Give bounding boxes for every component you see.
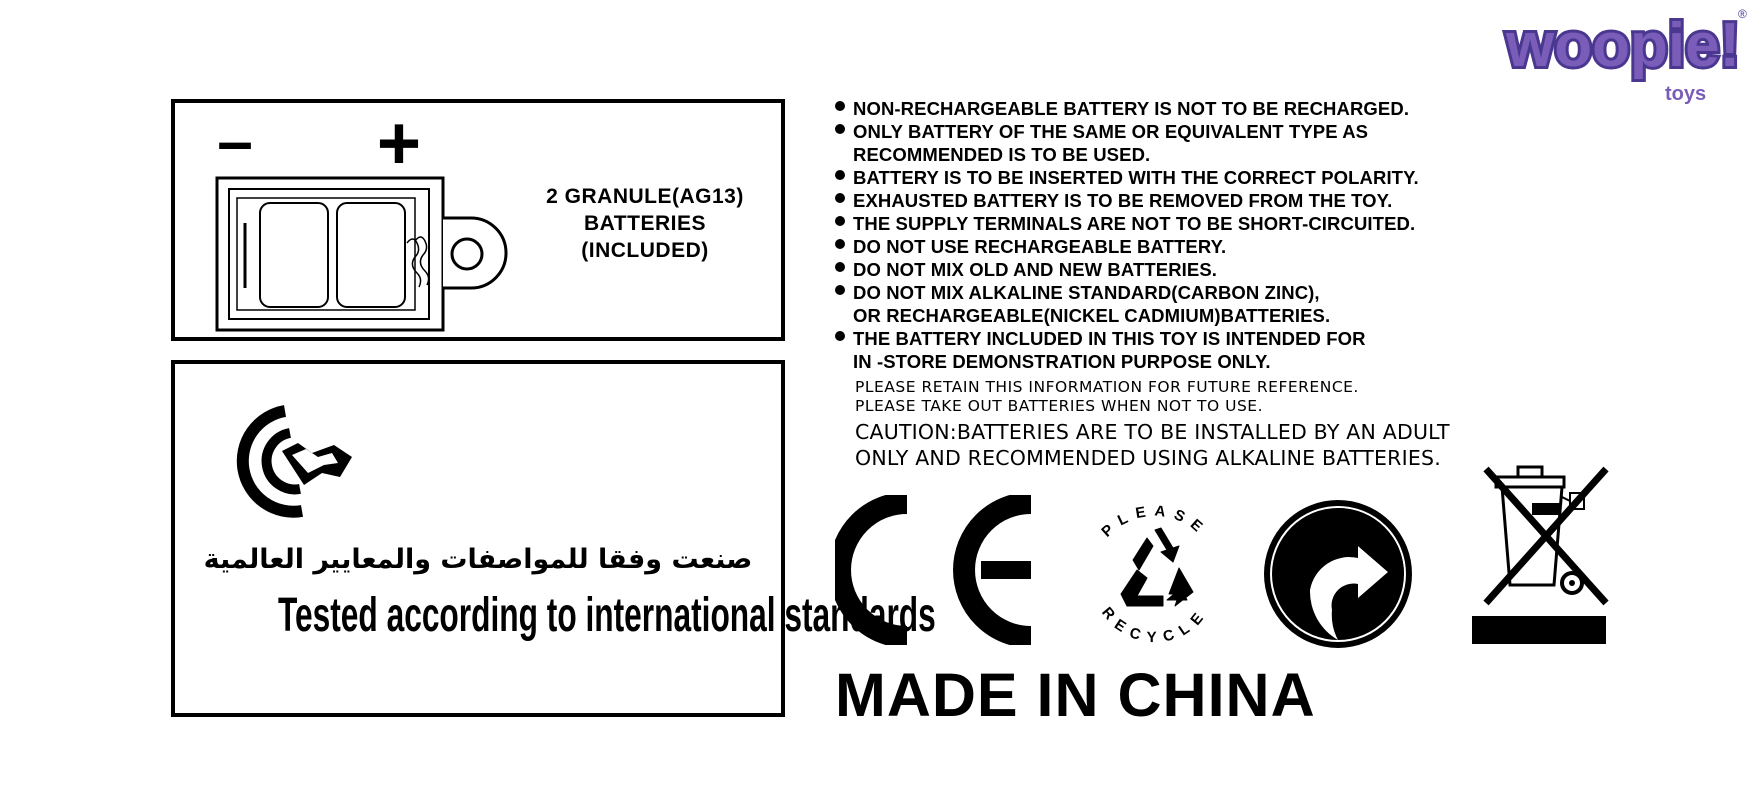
bullet-icon bbox=[835, 193, 845, 203]
made-in-china: MADE IN CHINA bbox=[835, 661, 1316, 729]
caution-line-2: ONLY AND RECOMMENDED USING ALKALINE BATTERIES. bbox=[855, 446, 1441, 470]
bullet-icon bbox=[835, 124, 845, 134]
battery-line-1: 2 GRANULE(AG13) bbox=[546, 185, 744, 208]
recycle-word-top: PLEASE bbox=[1098, 502, 1212, 541]
warning-text: DO NOT USE RECHARGEABLE BATTERY. bbox=[853, 236, 1227, 257]
svg-text:RECYCLE bbox=[1098, 604, 1212, 646]
battery-compartment-icon bbox=[217, 178, 506, 330]
registered-mark: ® bbox=[1738, 7, 1747, 21]
warning-item bbox=[835, 120, 1535, 166]
warning-item bbox=[835, 235, 1535, 258]
standards-panel bbox=[171, 360, 936, 717]
bullet-icon bbox=[835, 285, 845, 295]
warning-item bbox=[835, 327, 1535, 373]
warning-item bbox=[835, 212, 1535, 235]
svg-text:PLEASE bbox=[1098, 502, 1211, 540]
warning-item bbox=[835, 97, 1535, 120]
arabic-standards-text: صنعت وفقا للمواصفات والمعايير العالمية bbox=[203, 544, 753, 575]
bullet-icon bbox=[835, 262, 845, 272]
battery-line-2: BATTERIES bbox=[584, 212, 706, 235]
minus-symbol: – bbox=[217, 105, 253, 177]
caution-line-1: CAUTION:BATTERIES ARE TO BE INSTALLED BY AN ADULT bbox=[855, 420, 1450, 444]
retain-note: PLEASE RETAIN THIS INFORMATION FOR FUTURE REFERENCE. bbox=[855, 378, 1359, 396]
woopie-logo bbox=[1500, 4, 1750, 119]
warning-text: THE SUPPLY TERMINALS ARE NOT TO BE SHORT-CIRCUITED. bbox=[853, 213, 1416, 234]
conformity-mark-icon bbox=[230, 399, 370, 529]
recycle-arrows-icon bbox=[1121, 528, 1193, 606]
warning-item bbox=[835, 281, 1535, 327]
green-dot-icon bbox=[1262, 498, 1414, 650]
recycle-word-bottom: RECYCLE bbox=[1098, 603, 1212, 647]
warning-text: BATTERY IS TO BE INSERTED WITH THE CORRECT POLARITY. bbox=[853, 167, 1419, 188]
logo-text: woopie! bbox=[1506, 11, 1741, 80]
warning-text: RECOMMENDED IS TO BE USED. bbox=[853, 144, 1151, 165]
take-out-note: PLEASE TAKE OUT BATTERIES WHEN NOT TO USE. bbox=[855, 397, 1264, 415]
bullet-icon bbox=[835, 170, 845, 180]
battery-info bbox=[520, 183, 770, 264]
battery-warnings bbox=[835, 97, 1535, 373]
bullet-icon bbox=[835, 331, 845, 341]
warning-text: IN -STORE DEMONSTRATION PURPOSE ONLY. bbox=[853, 351, 1271, 372]
tested-standards-text: Tested according to international standards bbox=[278, 589, 936, 642]
battery-panel bbox=[171, 99, 785, 341]
bullet-icon bbox=[835, 216, 845, 226]
warning-text: THE BATTERY INCLUDED IN THIS TOY IS INTENDED FOR bbox=[853, 328, 1366, 349]
warning-item bbox=[835, 166, 1535, 189]
bullet-icon bbox=[835, 101, 845, 111]
warning-text: DO NOT MIX ALKALINE STANDARD(CARBON ZINC), bbox=[853, 282, 1320, 303]
weee-bin-icon bbox=[1470, 463, 1610, 648]
warning-text: NON-RECHARGEABLE BATTERY IS NOT TO BE RECHARGED. bbox=[853, 98, 1410, 119]
bullet-icon bbox=[835, 239, 845, 249]
warning-item bbox=[835, 258, 1535, 281]
plus-symbol: + bbox=[376, 103, 422, 186]
warning-text: OR RECHARGEABLE(NICKEL CADMIUM)BATTERIES. bbox=[853, 305, 1331, 326]
warning-text: EXHAUSTED BATTERY IS TO BE REMOVED FROM THE TOY. bbox=[853, 190, 1393, 211]
retain-notes bbox=[855, 378, 1359, 416]
warning-item bbox=[835, 189, 1535, 212]
warning-text: ONLY BATTERY OF THE SAME OR EQUIVALENT TYPE AS bbox=[853, 121, 1369, 142]
logo-subtext: toys bbox=[1665, 83, 1707, 105]
please-recycle-icon bbox=[1075, 498, 1235, 648]
battery-line-3: (INCLUDED) bbox=[581, 239, 709, 262]
warning-text: DO NOT MIX OLD AND NEW BATTERIES. bbox=[853, 259, 1218, 280]
ce-mark-icon bbox=[835, 495, 1035, 645]
caution-notes bbox=[855, 419, 1450, 471]
